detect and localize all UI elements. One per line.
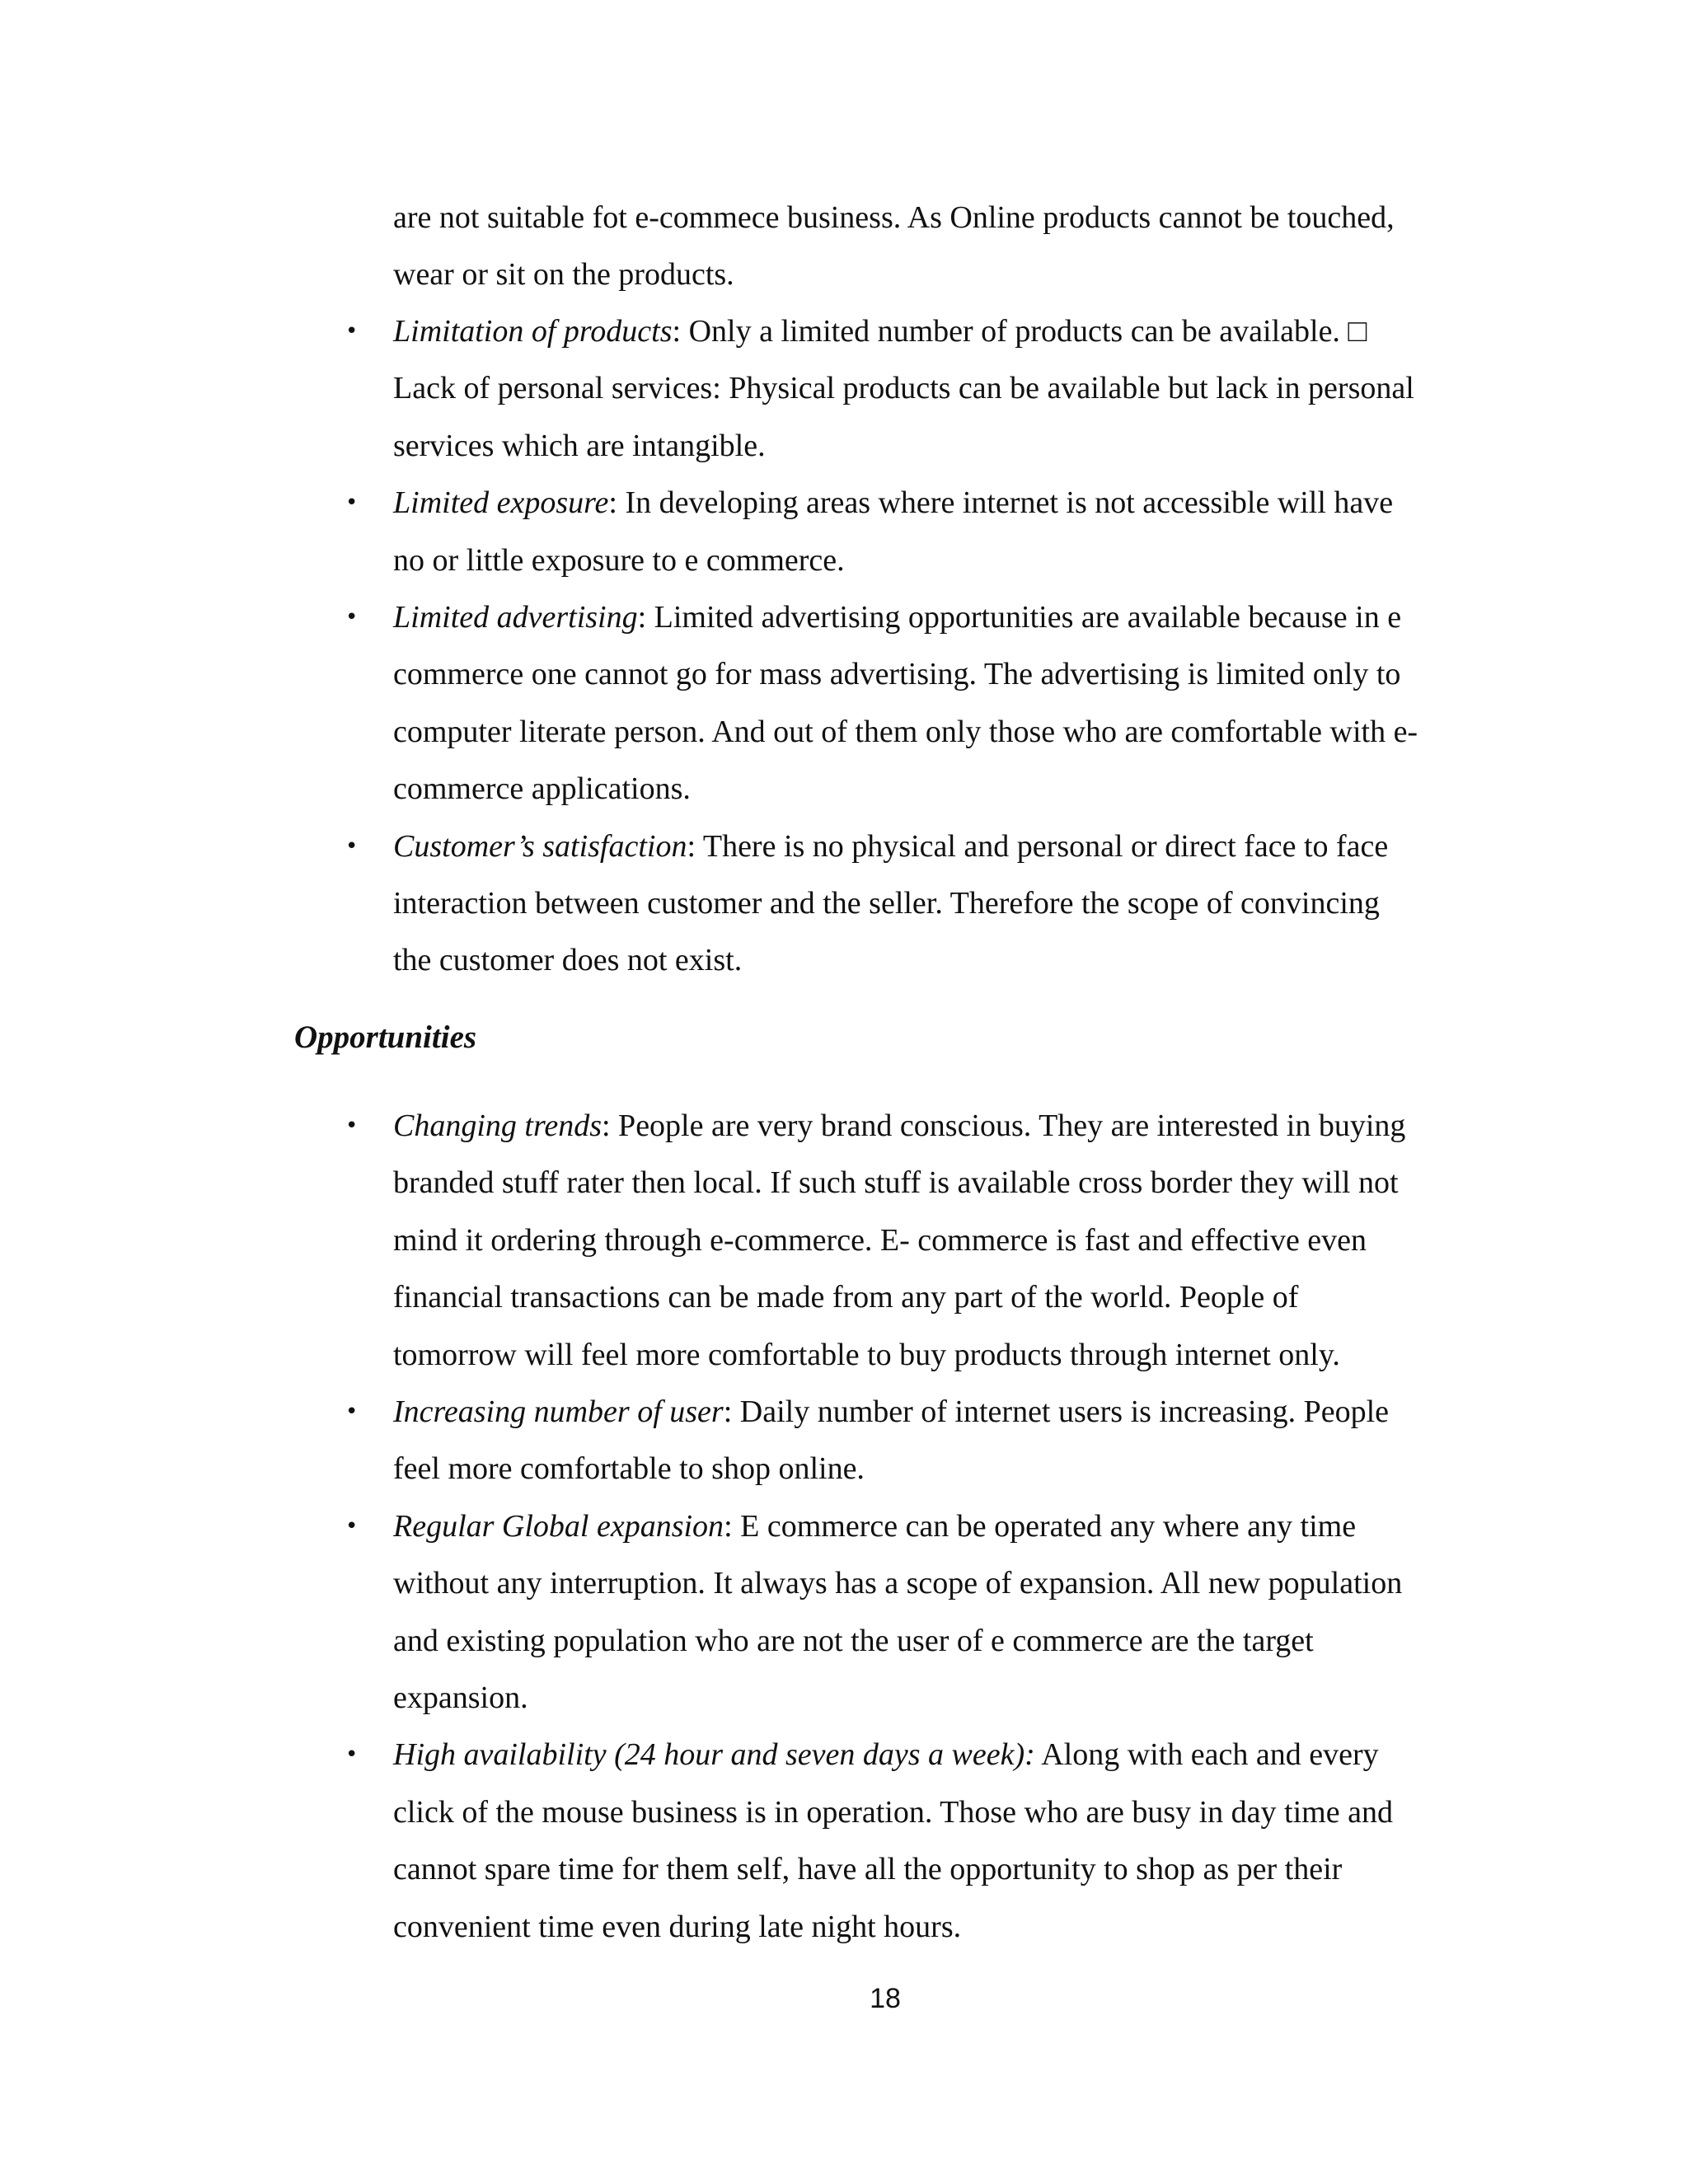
continuation-line-1: are not suitable fot e-commece business. As Online products cannot be touched, [393,200,1395,235]
list-item-text: Changing trends: People are very brand conscious. They are interested in buying branded stuff rater then local. If such stuff is available cross border they will not mind it ordering through e-commerce. E- commerce is fast and effective even financial transactions can be made from any part of the world. People of tomorrow will feel more comfortable to buy products through internet only. [393,1108,1406,1372]
list-item [0,1498,1688,1727]
item-term: Limitation of products [393,314,673,349]
list-item-text: Customer’s satisfaction: There is no physical and personal or direct face to face interaction between customer and the seller. Therefore the scope of convincing the customer does not exist. [393,828,1389,978]
list-item [0,475,1688,589]
opportunities-list [0,1098,1688,1956]
item-term: Regular Global expansion [393,1508,724,1544]
item-term: High availability (24 hour and seven days a week): [393,1737,1035,1773]
bullet-icon: • [345,833,359,859]
item-term: Changing trends [393,1108,602,1143]
bullet-icon: • [345,1399,359,1425]
list-item [0,1727,1688,1956]
bullet-icon: • [345,319,359,344]
list-item-text: Increasing number of user: Daily number of internet users is increasing. People feel more comfortable to shop online. [393,1394,1390,1487]
list-item-text: Limited exposure: In developing areas where internet is not accessible will have no or little exposure to e commerce. [393,485,1394,578]
list-item-text: Limited advertising: Limited advertising opportunities are available because in e commerce one cannot go for mass advertising. The advertising is limited only to computer literate person. And out of them only those who are comfortable with e- commerce applications. [393,600,1418,807]
item-term: Customer’s satisfaction [393,828,687,864]
bullet-icon: • [345,1113,359,1138]
bullet-icon: • [345,605,359,630]
list-item [0,589,1688,818]
list-item [0,1384,1688,1498]
list-item-text: Regular Global expansion: E commerce can be operated any where any time without any interruption. It always has a scope of expansion. All new population and existing population who are not the user of e commerce are the target expansion. [393,1508,1403,1716]
list-item [0,818,1688,990]
section-heading-opportunities: Opportunities [294,1019,477,1055]
item-term: Limited advertising [393,600,638,635]
item-term: Increasing number of user [393,1394,724,1430]
page-number: 18 [870,1983,901,2014]
continuation-line-2: wear or sit on the products. [393,257,734,292]
bullet-icon: • [345,1513,359,1539]
list-item-text: High availability (24 hour and seven days a week): Along with each and every click of the mouse business is in operation. Those who are busy in day time and cannot spare time for them self, have all the opportunity to shop as per their convenient time even during late night hours. [393,1737,1393,1944]
continuation-paragraph [393,190,1481,303]
bullet-icon: • [345,490,359,516]
bullet-icon: • [345,1742,359,1768]
item-term: Limited exposure [393,485,609,521]
list-item [0,1098,1688,1384]
list-item-text: Limitation of products: Only a limited number of products can be available. □ Lack of personal services: Physical products can be available but lack in personal services which are intangible. [393,314,1414,463]
limitations-list [0,303,1688,990]
list-item [0,303,1688,475]
